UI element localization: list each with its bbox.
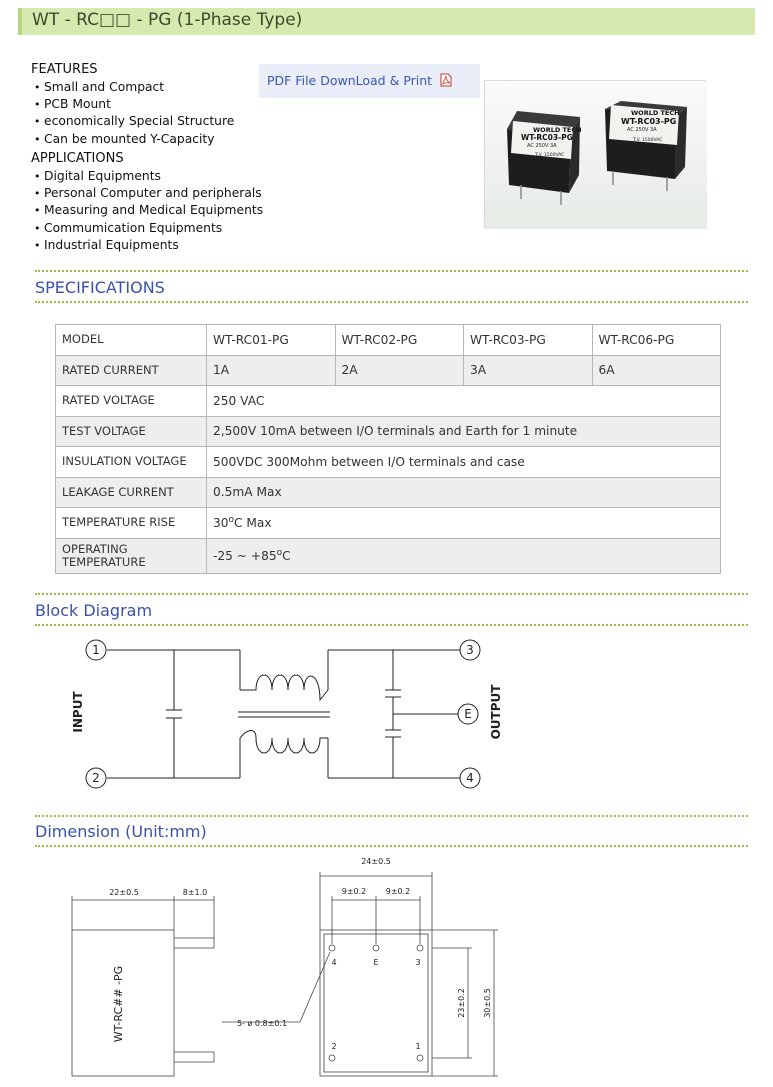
table-cell: 6A: [592, 355, 721, 386]
page-title: WT - RC□□ - PG (1-Phase Type): [32, 10, 303, 30]
table-cell: RATED CURRENT: [56, 355, 207, 386]
table-cell: 1A: [207, 355, 336, 386]
table-cell: WT-RC02-PG: [335, 325, 464, 356]
dimension-side-view: [72, 896, 214, 1076]
table-cell: MODEL: [56, 325, 207, 356]
photo-brand-left: WORLD TECH: [533, 126, 582, 134]
features-heading: FEATURES: [31, 62, 98, 77]
list-item: • PCB Mount: [34, 96, 234, 113]
side-pin-label: 8±1.0: [182, 888, 208, 897]
photo-model-right: WT-RC03-PG: [621, 117, 677, 126]
table-cell: 250 VAC: [207, 386, 721, 417]
dimension-heading: Dimension (Unit:mm): [35, 822, 207, 841]
hole-label: 5- ø 0.8±0.1: [236, 1019, 288, 1028]
specifications-heading: SPECIFICATIONS: [35, 278, 165, 297]
label-line: TEMPERATURE: [62, 554, 146, 569]
photo-model-left: WT-RC03-PG: [521, 133, 573, 142]
table-cell: TEMPERATURE RISE: [56, 508, 207, 539]
terminal-2-label: 2: [92, 771, 100, 785]
table-cell: 2A: [335, 355, 464, 386]
terminal-e-label: E: [464, 707, 472, 721]
list-item: • Can be mounted Y-Capacity: [34, 131, 234, 148]
list-item: • Commumication Equipments: [34, 220, 263, 237]
side-body-label: WT-RC## -PG: [112, 965, 125, 1043]
terminal-3-label: 3: [466, 643, 474, 657]
table-cell: TEST VOLTAGE: [56, 416, 207, 447]
divider: [35, 845, 748, 847]
pitch-right-label: 9±0.2: [385, 887, 411, 896]
pin-4-label: 4: [331, 958, 337, 967]
table-cell: WT-RC03-PG: [464, 325, 593, 356]
pin-e-label: E: [373, 958, 379, 967]
inner-height-label: 23±0.2: [457, 988, 466, 1018]
table-cell: WT-RC01-PG: [207, 325, 336, 356]
list-item: • Industrial Equipments: [34, 237, 263, 254]
table-cell: 3A: [464, 355, 593, 386]
outer-height-label: 30±0.5: [483, 988, 492, 1018]
value-text: C: [282, 549, 291, 564]
degree-sup: o: [276, 547, 283, 558]
list-item: • Small and Compact: [34, 79, 234, 96]
side-width-label: 22±0.5: [109, 888, 139, 897]
table-cell: 2,500V 10mA between I/O terminals and Earth for 1 minute: [207, 416, 721, 447]
value-text: -25 ~ +85: [213, 549, 277, 564]
output-label: OUTPUT: [489, 684, 503, 740]
photo-rating-left: AC 250V 3A: [527, 143, 557, 149]
degree-sup: o: [228, 515, 235, 526]
table-cell: LEAKAGE CURRENT: [56, 477, 207, 508]
table-cell: 0.5mA Max: [207, 477, 721, 508]
list-item: • Personal Computer and peripherals: [34, 185, 263, 202]
value-text: 30: [213, 516, 229, 531]
pdf-link-label: PDF File DownLoad & Print: [267, 73, 433, 88]
block-diagram-heading: Block Diagram: [35, 601, 153, 620]
list-item: • economically Special Structure: [34, 113, 234, 130]
dimension-front-view: [222, 872, 498, 1076]
table-cell: RATED VOLTAGE: [56, 386, 207, 417]
pitch-left-label: 9±0.2: [341, 887, 367, 896]
applications-heading: APPLICATIONS: [31, 151, 124, 166]
value-text: C Max: [234, 516, 272, 531]
terminal-1-label: 1: [92, 643, 100, 657]
table-cell: 500VDC 300Mohm between I/O terminals and case: [207, 447, 721, 478]
input-label: INPUT: [71, 691, 85, 733]
photo-test-right: T.V. 1500VAC: [633, 138, 663, 143]
terminal-4-label: 4: [466, 771, 474, 785]
photo-rating-right: AC 250V 3A: [627, 127, 657, 133]
pin-2-label: 2: [331, 1042, 337, 1051]
photo-brand-right: WORLD TECH: [631, 109, 680, 117]
pin-1-label: 1: [415, 1042, 421, 1051]
pin-3-label: 3: [415, 958, 421, 967]
table-cell: INSULATION VOLTAGE: [56, 447, 207, 478]
table-cell: WT-RC06-PG: [592, 325, 721, 356]
divider: [35, 815, 748, 817]
front-width-label: 24±0.5: [361, 857, 391, 866]
list-item: • Digital Equipments: [34, 168, 263, 185]
label-line: OPERATING: [62, 541, 128, 556]
photo-test-left: T.V. 1500VAC: [535, 153, 565, 158]
list-item: • Measuring and Medical Equipments: [34, 202, 263, 219]
